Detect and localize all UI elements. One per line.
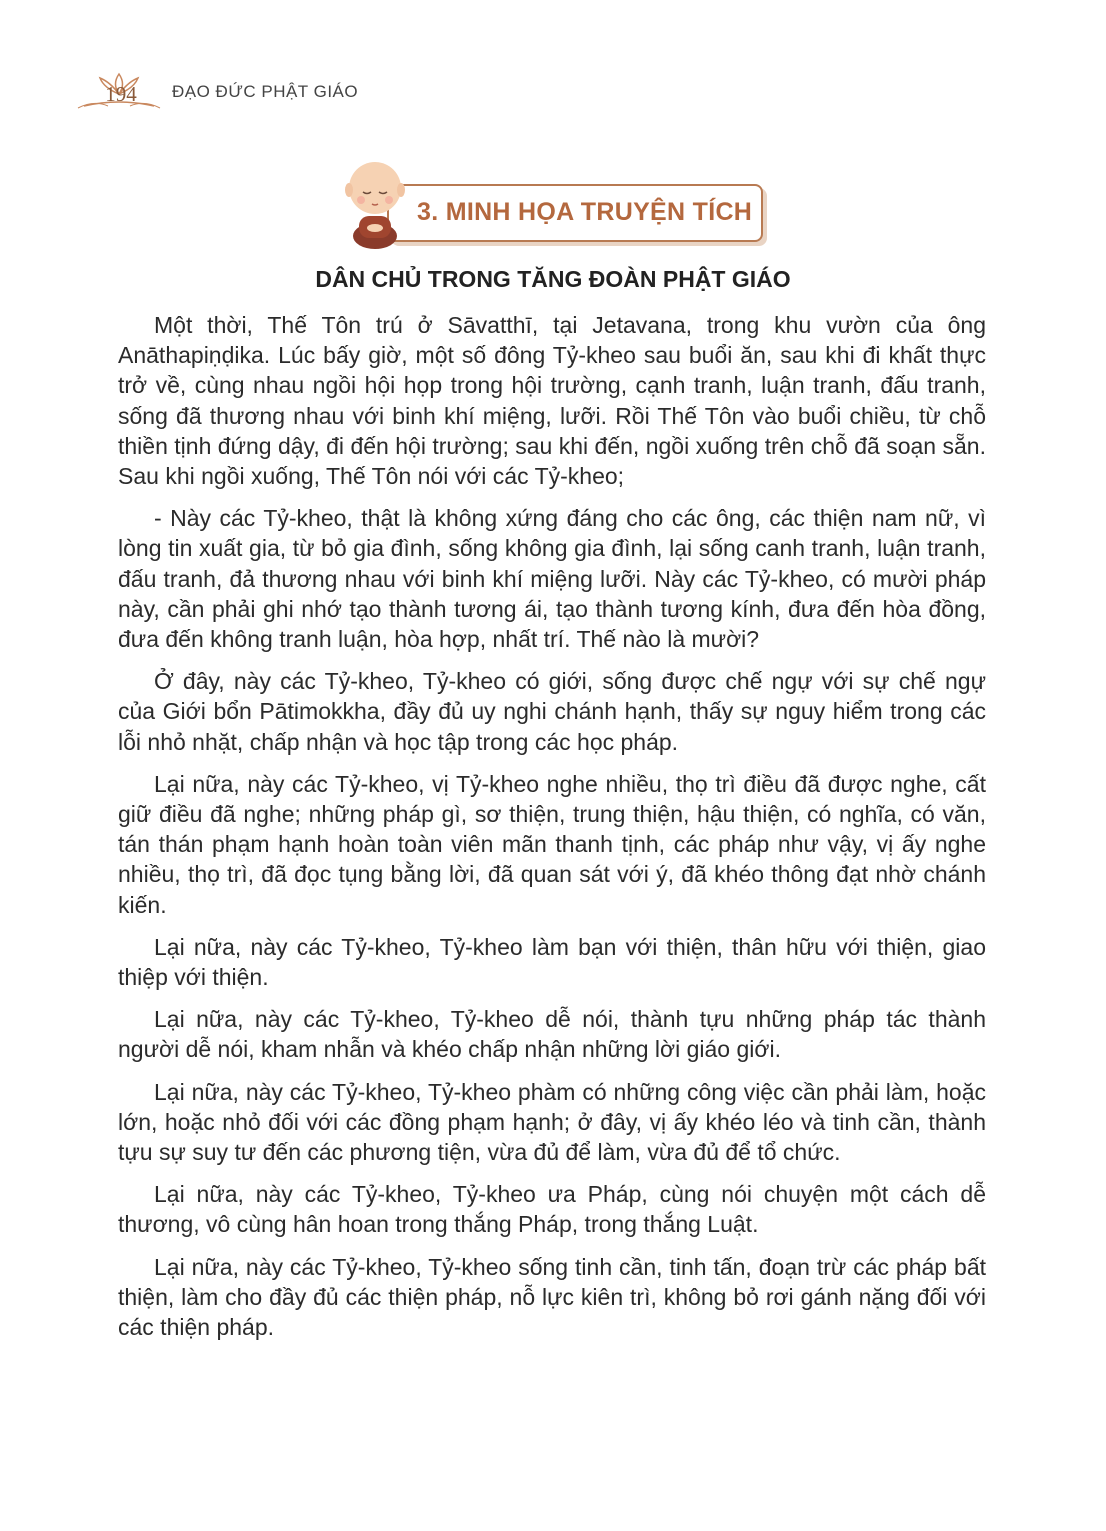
paragraph: Ở đây, này các Tỷ-kheo, Tỷ-kheo có giới, sống được chế ngự với sự chế ngự của Giới bổn Pātimokkha, đầy đủ uy nghi chánh hạnh, thấy sự nguy hiểm trong các lỗi nhỏ nhặt, chấp nhận và học tập trong các học pháp. <box>118 668 986 755</box>
paragraph: Lại nữa, này các Tỷ-kheo, Tỷ-kheo dễ nói, thành tựu những pháp tác thành người dễ nói, kham nhẫn và khéo chấp nhận những lời giáo giới. <box>118 1006 986 1063</box>
paragraph: Lại nữa, này các Tỷ-kheo, Tỷ-kheo sống tinh cần, tinh tấn, đoạn trừ các pháp bất thiện, làm cho đầy đủ các thiện pháp, nỗ lực kiên trì, không bỏ rơi gánh nặng đối với các thiện pháp. <box>118 1253 986 1341</box>
monk-icon <box>335 150 415 250</box>
section-label: 3. MINH HỌA TRUYỆN TÍCH <box>417 198 753 226</box>
story-body <box>118 310 986 1354</box>
paragraph: Lại nữa, này các Tỷ-kheo, Tỷ-kheo làm bạn với thiện, thân hữu với thiện, giao thiệp với thiện. <box>118 933 986 991</box>
section-banner <box>335 150 765 250</box>
paragraph: - Này các Tỷ-kheo, thật là không xứng đáng cho các ông, các thiện nam nữ, vì lòng tin xuất gia, từ bỏ gia đình, sống không gia đình, lại sống canh tranh, luận tranh, đấu tranh, đả thương nhau với binh khí miệng lưỡi. Này các Tỷ-kheo, có mười pháp này, cần phải ghi nhớ tạo thành tương ái, tạo thành tương kính, đưa đến hòa đồng, đưa đến không tranh luận, hòa hợp, nhất trí. Thế nào là mười? <box>118 505 986 653</box>
book-title: ĐẠO ĐỨC PHẬT GIÁO <box>172 82 359 101</box>
paragraph: Một thời, Thế Tôn trú ở Sāvatthī, tại Jetavana, trong khu vườn của ông Anāthapiṇḍika. Lúc bấy giờ, một số đông Tỷ-kheo sau buổi ăn, sau khi đi khất thực trở về, cùng nhau ngồi hội họp trong hội trường, cạnh tranh, luận tranh, đấu tranh, sống đã thương nhau với binh khí miệng, lưỡi. Rồi Thế Tôn vào buổi chiều, từ chỗ thiền tịnh đứng dậy, đi đến hội trường; sau khi đến, ngồi xuống trên chỗ đã soạn sẵn. Sau khi ngồi xuống, Thế Tôn nói với các Tỷ-kheo; <box>118 312 986 490</box>
paragraph: Lại nữa, này các Tỷ-kheo, Tỷ-kheo phàm có những công việc cần phải làm, hoặc lớn, hoặc nhỏ đối với các đồng phạm hạnh; ở đây, vị ấy khéo léo và tinh cần, thành tựu sự suy tư đến các phương tiện, vừa đủ để làm, vừa đủ để tổ chức. <box>118 1078 986 1166</box>
page-number: 194 <box>105 82 137 106</box>
story-title: DÂN CHỦ TRONG TĂNG ĐOÀN PHẬT GIÁO <box>315 266 791 292</box>
section-label-box <box>387 184 763 242</box>
paragraph: Lại nữa, này các Tỷ-kheo, Tỷ-kheo ưa Pháp, cùng nói chuyện một cách dễ thương, vô cùng hân hoan trong thắng Pháp, trong thắng Luật. <box>118 1181 986 1238</box>
page-header <box>74 70 474 114</box>
paragraph: Lại nữa, này các Tỷ-kheo, vị Tỷ-kheo nghe nhiều, thọ trì điều đã được nghe, cất giữ điều đã nghe; những pháp gì, sơ thiện, trung thiện, hậu thiện, có nghĩa, có văn, tán thán phạm hạnh hoàn toàn viên mãn thanh tịnh, các pháp như vậy, vị ấy nghe nhiều, thọ trì, đã đọc tụng bằng lời, đã quan sát với ý, đã khéo thông đạt nhờ chánh kiến. <box>118 770 986 918</box>
